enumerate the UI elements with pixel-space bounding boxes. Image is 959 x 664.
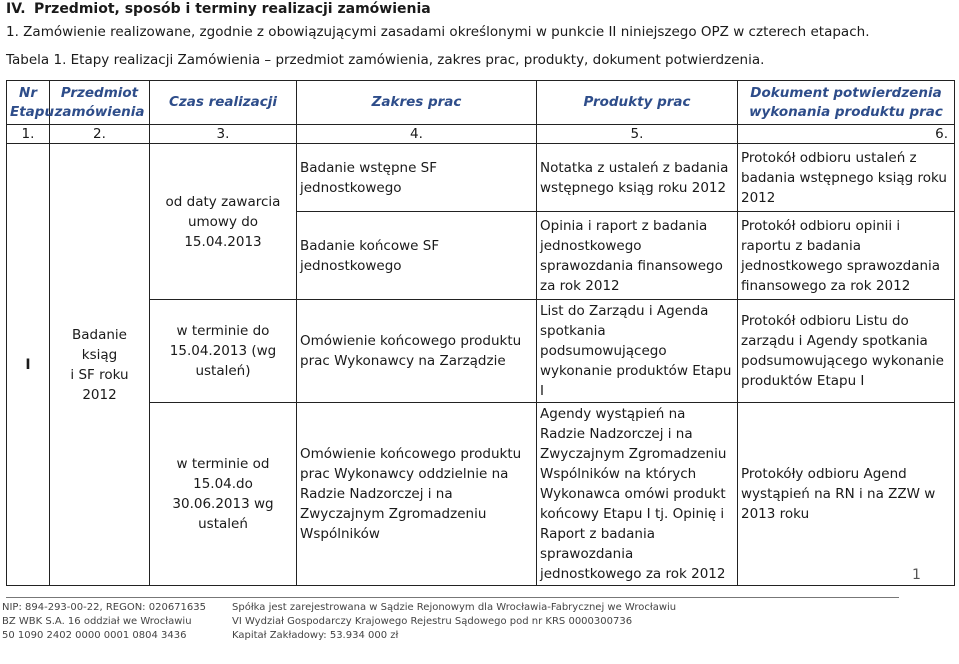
header-dokument: Dokument potwierdzenia wykonania produktu prac [738,81,955,125]
scope-cell: Badanie końcowe SF jednostkowego [297,212,537,300]
header-przedmiot: Przedmiot zamówienia [50,81,150,125]
footer-line: Spółka jest zarejestrowana w Sądzie Rejonowym dla Wrocławia-Fabrycznej we Wrocławiu [232,602,677,613]
section-title: Przedmiot, sposób i terminy realizacji zamówienia [34,1,431,17]
product-cell: Agendy wystąpień na Radzie Nadzorczej i na Zwyczajnym Zgromadzeniu Wspólników na których Wykonawca omówi produkt końcowy Etapu I tj. Opinię i Raport z badania sprawozdania jednostkowego za rok 2012 [537,403,738,586]
stage-number: I [7,144,50,586]
table-header-row [7,81,955,125]
footer-line: VI Wydział Gospodarczy Krajowego Rejestru Sądowego pod nr KRS 0000300736 [232,616,633,627]
time-cell: w terminie od 15.04.do 30.06.2013 wg ustaleń [150,403,297,586]
column-number: 3. [150,125,297,144]
product-cell: List do Zarządu i Agenda spotkania podsumowującego wykonanie produktów Etapu I [537,300,738,403]
footer-line: BZ WBK S.A. 16 oddział we Wrocławiu [2,616,192,627]
time-cell: od daty zawarcia umowy do 15.04.2013 [150,144,297,300]
header-czas: Czas realizacji [150,81,297,125]
page-number: 1 [912,567,921,583]
header-produkty: Produkty prac [537,81,738,125]
scope-cell: Omówienie końcowego produktu prac Wykonawcy na Zarządzie [297,300,537,403]
document-cell: Protokół odbioru Listu do zarządu i Agendy spotkania podsumowującego wykonanie produktów Etapu I [738,300,955,403]
footer-registration [232,601,676,643]
table-row [7,403,955,586]
product-cell: Opinia i raport z badania jednostkowego sprawozdania finansowego za rok 2012 [537,212,738,300]
time-cell: w terminie do 15.04.2013 (wg ustaleń) [150,300,297,403]
intro-paragraph: 1. Zamówienie realizowane, zgodnie z obowiązującymi zasadami określonymi w punkcie II niniejszego OPZ w czterech etapach. [6,24,870,40]
column-number: 2. [50,125,150,144]
scope-cell: Omówienie końcowego produktu prac Wykonawcy oddzielnie na Radzie Nadzorczej i na Zwyczajnym Zgromadzeniu Wspólników [297,403,537,586]
document-cell: Protokóły odbioru Agend wystąpień na RN i na ZZW w 2013 roku [738,403,955,586]
stage-subject: Badanie ksiąg i SF roku 2012 [50,144,150,586]
document-cell: Protokół odbioru opinii i raportu z badania jednostkowego sprawozdania finansowego za rok 2012 [738,212,955,300]
table-row [7,144,955,212]
footer-line: 50 1090 2402 0000 0001 0804 3436 [2,630,187,641]
footer-line: NIP: 894-293-00-22, REGON: 020671635 [2,602,206,613]
page-footer [0,597,959,664]
column-number: 1. [7,125,50,144]
scope-cell: Badanie wstępne SF jednostkowego [297,144,537,212]
product-cell: Notatka z ustaleń z badania wstępnego ksiąg roku 2012 [537,144,738,212]
footer-line: Kapitał Zakładowy: 53.934 000 zł [232,630,399,641]
numbering-row [7,125,955,144]
document-cell: Protokół odbioru ustaleń z badania wstępnego ksiąg roku 2012 [738,144,955,212]
stages-table [6,80,955,586]
footer-divider [6,597,899,598]
column-number: 5. [537,125,738,144]
section-heading [6,1,431,17]
header-zakres: Zakres prac [297,81,537,125]
table-caption: Tabela 1. Etapy realizacji Zamówienia – przedmiot zamówienia, zakres prac, produkty, dokument potwierdzenia. [6,52,765,68]
section-number: IV. [6,1,26,17]
header-nr: Nr Etapu [7,81,50,125]
column-number: 6. [738,125,955,144]
table-row [7,300,955,403]
column-number: 4. [297,125,537,144]
footer-company-ids [2,601,206,643]
